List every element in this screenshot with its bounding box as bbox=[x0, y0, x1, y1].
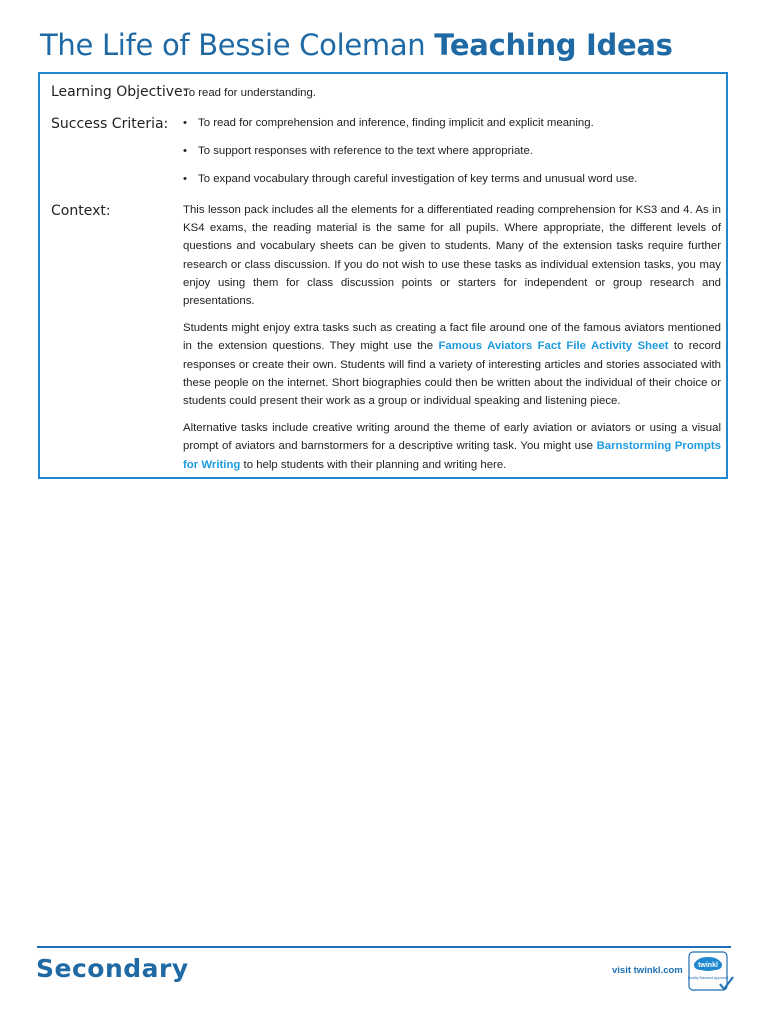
title-bold: Teaching Ideas bbox=[434, 28, 673, 62]
criteria-text: To expand vocabulary through careful investigation of key terms and unusual word use. bbox=[198, 173, 638, 185]
visit-link[interactable]: visit twinkl.com bbox=[612, 965, 683, 976]
context-paragraph-1: This lesson pack includes all the elements for a differentiated reading comprehension for KS3 and 4. As in KS4 exams, the reading material is the same for all pupils. Where appropriate, the different levels of questions and vocabulary sheets can be given to students. Many of the extension tasks require further research or class discussion. If you do not wish to use these tasks as individual extension tasks, you may enjoy using them for class discussion points or starters for independent or group research and presentations. bbox=[183, 204, 721, 308]
footer-divider bbox=[37, 946, 731, 948]
context-label: Context: bbox=[51, 203, 111, 219]
paragraph-text: Students might enjoy extra tasks such as creating a fact file around one of the famous aviators mentioned in the extension questions. They might use the bbox=[183, 322, 721, 353]
criteria-text: To support responses with reference to the text where appropriate. bbox=[198, 145, 533, 157]
badge-name: twinkl bbox=[698, 962, 718, 969]
secondary-logo: Secondary bbox=[36, 954, 189, 983]
context-paragraph-2 bbox=[183, 319, 721, 410]
success-criteria-label: Success Criteria: bbox=[51, 116, 169, 132]
barnstorming-prompts-link[interactable]: Barnstorming Prompts for Writing bbox=[183, 440, 722, 471]
famous-aviators-link[interactable]: Famous Aviators Fact File Activity Sheet bbox=[438, 340, 669, 353]
learning-objective-label: Learning Objective: bbox=[51, 84, 188, 100]
criteria-text: To read for comprehension and inference, finding implicit and explicit meaning. bbox=[198, 117, 594, 129]
page-title bbox=[40, 28, 673, 62]
paragraph-text: Alternative tasks include creative writing around the theme of early aviation or aviators or using a visual prompt of aviators and barnstormers for a descriptive writing task. You might use bbox=[183, 422, 721, 453]
paragraph-text: to help students with their planning and writing here. bbox=[240, 458, 507, 471]
quality-badge-icon bbox=[688, 951, 734, 993]
list-item: • To expand vocabulary through careful investigation of key terms and unusual word use. bbox=[183, 173, 638, 185]
success-criteria-list bbox=[183, 114, 637, 198]
context-body bbox=[183, 201, 721, 483]
badge-caption: Quality Standard Approved bbox=[688, 976, 729, 980]
info-table bbox=[38, 72, 728, 479]
paragraph-text: to record responses or create their own. Students will find a variety of interesting articles and stories associated with these people on the internet. Short biographies could then be written about the individual of their choice or students could present their work as a group or individual speaking and listening piece. bbox=[183, 340, 721, 408]
context-paragraph-3 bbox=[183, 419, 721, 474]
title-regular: The Life of Bessie Coleman bbox=[40, 28, 426, 62]
list-item: • To read for comprehension and inference, finding implicit and explicit meaning. bbox=[183, 117, 594, 129]
learning-objective-text: To read for understanding. bbox=[183, 87, 316, 99]
list-item: • To support responses with reference to the text where appropriate. bbox=[183, 145, 533, 157]
